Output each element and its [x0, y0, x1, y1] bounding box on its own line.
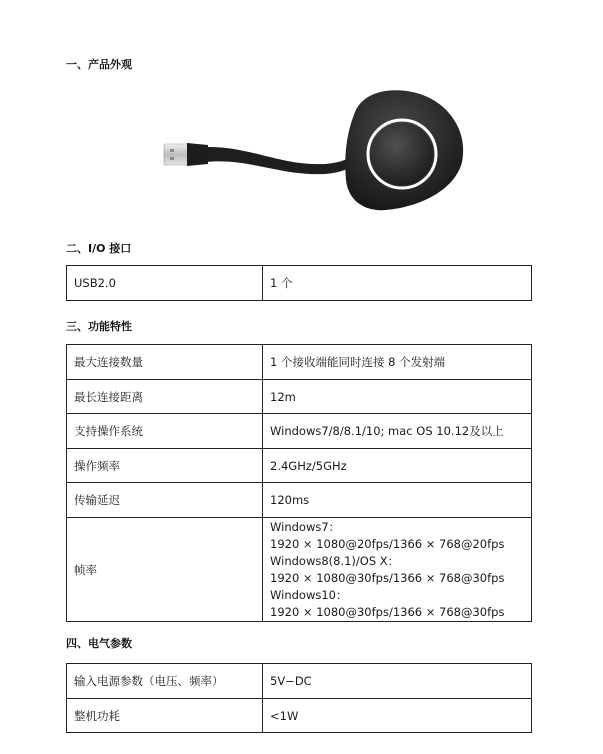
row-value: 1 个 [263, 266, 532, 301]
table-row [67, 699, 532, 733]
frame-rate-line: Windows10： [270, 587, 348, 602]
frame-rate-values [263, 518, 532, 622]
table-row [67, 414, 532, 449]
features-table [66, 344, 532, 622]
section-title-appearance: 一、产品外观 [66, 58, 132, 71]
table-row [67, 664, 532, 699]
section-title-electrical: 四、电气参数 [66, 637, 132, 650]
row-label: USB2.0 [67, 266, 263, 301]
frame-rate-line: 1920 × 1080@30fps/1366 × 768@30fps [270, 604, 505, 619]
table-row [67, 518, 532, 622]
table-row [67, 449, 532, 483]
row-value: 2.4GHz/5GHz [263, 449, 532, 483]
row-label: 最长连接距离 [67, 380, 263, 414]
frame-rate-line: 1920 × 1080@30fps/1366 × 768@30fps [270, 570, 505, 585]
row-value: 120ms [263, 483, 532, 518]
row-label: 最大连接数量 [67, 345, 263, 380]
row-value: 5V−DC [263, 664, 532, 699]
row-label: 支持操作系统 [67, 414, 263, 449]
table-row [67, 266, 532, 301]
row-label: 传输延迟 [67, 483, 263, 518]
row-label: 整机功耗 [67, 699, 263, 733]
row-value: 12m [263, 380, 532, 414]
section-title-io: 二、I/O 接口 [66, 242, 132, 255]
frame-rate-line: 1920 × 1080@20fps/1366 × 768@20fps [270, 536, 505, 551]
row-value: Windows7/8/8.1/10; mac OS 10.12及以上 [263, 414, 532, 449]
row-label: 输入电源参数（电压、频率） [67, 664, 263, 699]
wireless-presentation-dongle-icon [150, 82, 470, 222]
row-label: 帧率 [67, 518, 263, 622]
frame-rate-line: Windows7： [270, 519, 341, 534]
row-value: <1W [263, 699, 532, 733]
table-row [67, 483, 532, 518]
table-row [67, 380, 532, 414]
row-value: 1 个接收端能同时连接 8 个发射端 [263, 345, 532, 380]
electrical-table [66, 663, 532, 733]
io-table [66, 265, 532, 301]
table-row [67, 345, 532, 380]
frame-rate-line: Windows8(8.1)/OS X： [270, 553, 400, 568]
section-title-features: 三、功能特性 [66, 320, 132, 333]
row-label: 操作频率 [67, 449, 263, 483]
